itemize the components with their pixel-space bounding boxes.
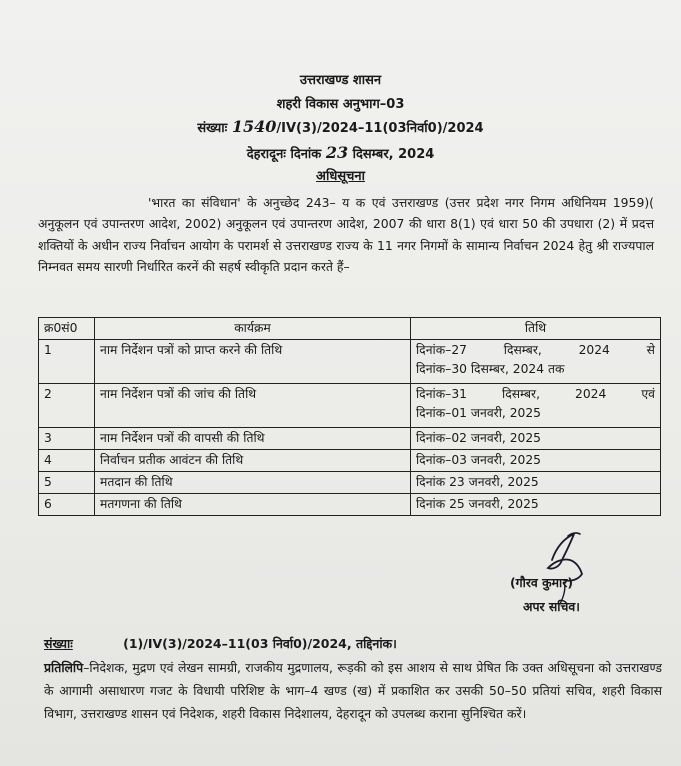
serial-cell: 4 (39, 450, 95, 472)
table-row (39, 450, 661, 472)
table-row (39, 340, 661, 384)
signature-block (490, 530, 640, 625)
date-cell: दिनांक 25 जनवरी, 2025 (411, 494, 661, 516)
copy-number-label: संख्याः (44, 636, 73, 651)
column-header-serial: क्र0सं0 (39, 318, 95, 340)
place-date-line (0, 143, 681, 162)
table-header-row (39, 318, 661, 340)
serial-cell: 6 (39, 494, 95, 516)
date-line: दिनांक–01 जनवरी, 2025 (416, 406, 541, 420)
program-cell: निर्वाचन प्रतीक आवंटन की तिथि (95, 450, 411, 472)
schedule-table (38, 317, 661, 516)
signatory-name: (गौरव कुमार) (510, 575, 573, 590)
program-cell: मतगणना की तिथि (95, 494, 411, 516)
serial-cell: 1 (39, 340, 95, 384)
body-paragraph-block (38, 192, 654, 277)
reference-number-rest: /IV(3)/2024–11(03निर्वा0)/2024 (276, 121, 484, 136)
table-row (39, 472, 661, 494)
column-header-program: कार्यक्रम (95, 318, 411, 340)
date-line: दिनांक–30 दिसम्बर, 2024 तक (416, 362, 565, 376)
table-row (39, 428, 661, 450)
government-heading: उत्तराखण्ड शासन (299, 73, 382, 88)
reference-number-handwritten: 1540 (231, 117, 277, 136)
table-row (39, 384, 661, 428)
serial-cell: 3 (39, 428, 95, 450)
table-row (39, 494, 661, 516)
column-header-date: तिथि (411, 318, 661, 340)
copy-paragraph (44, 657, 662, 725)
copy-label: प्रतिलिपि (44, 660, 84, 675)
date-line: दिनांक–31 दिसम्बर, 2024 एवं (416, 387, 655, 401)
copy-number-reference: (1)/IV(3)/2024–11(03 निर्वा0)/2024, तद्दिनांक। (123, 636, 397, 651)
reference-number-prefix: संख्याः (197, 121, 228, 136)
date-cell: दिनांक 23 जनवरी, 2025 (411, 472, 661, 494)
date-line: दिनांक–27 दिसम्बर, 2024 से (416, 343, 655, 357)
program-cell: नाम निर्देशन पत्रों की वापसी की तिथि (95, 428, 411, 450)
program-cell: मतदान की तिथि (95, 472, 411, 494)
body-paragraph: 'भारत का संविधान' के अनुच्छेद 243– य क एवं उत्तराखण्ड (उत्तर प्रदेश नगर निगम अधिनियम 1959)( अनुकूलन एवं उपान्तरण आदेश, 2002) अनुकूलन एवं उपान्तरण आदेश, 2007 की धारा 8(1) एवं धारा 50 की उपधारा (2) में प्रदत्त शक्तियों के अधीन राज्य निर्वाचन आयोग के परामर्श से उत्तराखण्ड राज्य के 11 नगर निगमों के सामान्य निर्वाचन 2024 हेतु श्री राज्यपाल निम्नवत समय सारणी निर्धारित करनें की सहर्ष स्वीकृति प्रदान करते हैं– (38, 195, 654, 274)
program-cell: नाम निर्देशन पत्रों की जांच की तिथि (95, 384, 411, 428)
program-cell: नाम निर्देशन पत्रों को प्राप्त करने की तिथि (95, 340, 411, 384)
date-cell: दिनांक–03 जनवरी, 2025 (411, 450, 661, 472)
place-date-suffix: दिसम्बर, 2024 (352, 147, 435, 162)
serial-cell: 5 (39, 472, 95, 494)
date-cell: दिनांक–02 जनवरी, 2025 (411, 428, 661, 450)
date-handwritten: 23 (325, 143, 349, 162)
place-date-prefix: देहरादूनः दिनांक (246, 147, 322, 162)
document-title: अधिसूचना (316, 169, 365, 184)
copy-reference-line (44, 635, 397, 652)
copy-paragraph-block (44, 657, 662, 725)
date-cell (411, 384, 661, 428)
signatory-designation: अपर सचिव। (523, 599, 580, 614)
reference-number (0, 117, 681, 136)
serial-cell: 2 (39, 384, 95, 428)
department-heading: शहरी विकास अनुभाग–03 (276, 97, 405, 112)
date-cell (411, 340, 661, 384)
copy-text: –निदेशक, मुद्रण एवं लेखन सामग्री, राजकीय मुद्रणालय, रूड़की को इस आशय से साथ प्रेषित कि उक्त अधिसूचना को उत्तराखण्ड के आगामी असाधारण गजट के विधायी परिशिष्ट के भाग–4 खण्ड (ख) में प्रकाशित कर उसकी 50–50 प्रतियां सचिव, शहरी विकास विभाग, उत्तराखण्ड शासन एवं निदेशक, शहरी विकास निदेशालय, देहरादून को उपलब्ध कराना सुनिश्चित करें। (44, 660, 662, 721)
